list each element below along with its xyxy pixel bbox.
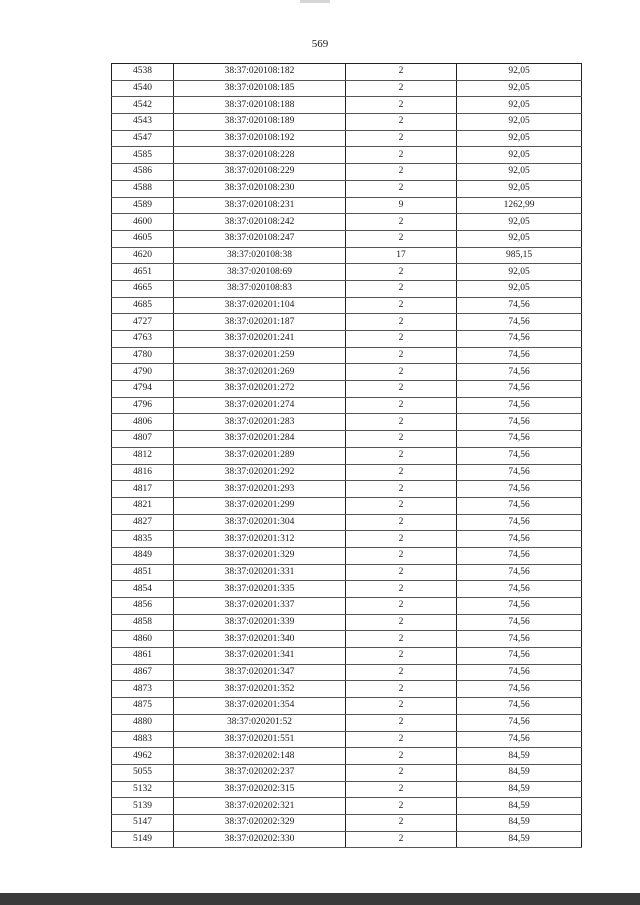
cadastral-number-cell: 38:37:020202:329 <box>174 814 346 831</box>
count-cell: 2 <box>346 664 457 681</box>
value-cell: 74,56 <box>457 464 582 481</box>
cadastral-number-cell: 38:37:020108:189 <box>174 114 346 131</box>
value-cell: 74,56 <box>457 347 582 364</box>
count-cell: 2 <box>346 80 457 97</box>
cadastral-number-cell: 38:37:020201:284 <box>174 431 346 448</box>
count-cell: 2 <box>346 114 457 131</box>
row-number-cell: 4620 <box>112 247 174 264</box>
scan-bottom-edge <box>0 893 640 905</box>
value-cell: 74,56 <box>457 414 582 431</box>
table-row <box>112 598 582 615</box>
table-row <box>112 147 582 164</box>
cadastral-number-cell: 38:37:020201:331 <box>174 564 346 581</box>
table-row <box>112 664 582 681</box>
cadastral-number-cell: 38:37:020201:104 <box>174 297 346 314</box>
value-cell: 84,59 <box>457 831 582 848</box>
count-cell: 2 <box>346 130 457 147</box>
value-cell: 84,59 <box>457 798 582 815</box>
cadastral-number-cell: 38:37:020201:272 <box>174 381 346 398</box>
count-cell: 2 <box>346 547 457 564</box>
table-row <box>112 564 582 581</box>
cadastral-number-cell: 38:37:020108:69 <box>174 264 346 281</box>
count-cell: 2 <box>346 381 457 398</box>
value-cell: 92,05 <box>457 280 582 297</box>
count-cell: 2 <box>346 598 457 615</box>
cadastral-number-cell: 38:37:020201:241 <box>174 331 346 348</box>
cadastral-number-cell: 38:37:020108:185 <box>174 80 346 97</box>
cadastral-number-cell: 38:37:020108:242 <box>174 214 346 231</box>
count-cell: 17 <box>346 247 457 264</box>
row-number-cell: 5055 <box>112 764 174 781</box>
cadastral-number-cell: 38:37:020108:192 <box>174 130 346 147</box>
count-cell: 2 <box>346 581 457 598</box>
table-row <box>112 631 582 648</box>
cadastral-number-cell: 38:37:020202:330 <box>174 831 346 848</box>
cadastral-number-cell: 38:37:020108:229 <box>174 164 346 181</box>
value-cell: 74,56 <box>457 531 582 548</box>
count-cell: 2 <box>346 698 457 715</box>
table-row <box>112 230 582 247</box>
row-number-cell: 4861 <box>112 648 174 665</box>
table-row <box>112 314 582 331</box>
row-number-cell: 4780 <box>112 347 174 364</box>
registry-table-body <box>112 64 582 848</box>
row-number-cell: 5147 <box>112 814 174 831</box>
table-row <box>112 464 582 481</box>
count-cell: 2 <box>346 831 457 848</box>
table-row <box>112 698 582 715</box>
count-cell: 2 <box>346 714 457 731</box>
count-cell: 2 <box>346 331 457 348</box>
table-row <box>112 681 582 698</box>
cadastral-number-cell: 38:37:020202:321 <box>174 798 346 815</box>
table-row <box>112 431 582 448</box>
value-cell: 92,05 <box>457 180 582 197</box>
table-row <box>112 764 582 781</box>
cadastral-number-cell: 38:37:020201:289 <box>174 447 346 464</box>
count-cell: 2 <box>346 514 457 531</box>
table-row <box>112 397 582 414</box>
row-number-cell: 4790 <box>112 364 174 381</box>
table-row <box>112 247 582 264</box>
cadastral-number-cell: 38:37:020201:339 <box>174 614 346 631</box>
cadastral-number-cell: 38:37:020108:231 <box>174 197 346 214</box>
value-cell: 985,15 <box>457 247 582 264</box>
cadastral-number-cell: 38:37:020201:551 <box>174 731 346 748</box>
cadastral-number-cell: 38:37:020108:230 <box>174 180 346 197</box>
count-cell: 2 <box>346 230 457 247</box>
count-cell: 2 <box>346 297 457 314</box>
value-cell: 92,05 <box>457 114 582 131</box>
row-number-cell: 4600 <box>112 214 174 231</box>
count-cell: 2 <box>346 748 457 765</box>
cadastral-number-cell: 38:37:020108:83 <box>174 280 346 297</box>
table-row <box>112 280 582 297</box>
cadastral-number-cell: 38:37:020201:299 <box>174 497 346 514</box>
count-cell: 2 <box>346 431 457 448</box>
row-number-cell: 4806 <box>112 414 174 431</box>
cadastral-number-cell: 38:37:020201:52 <box>174 714 346 731</box>
value-cell: 84,59 <box>457 748 582 765</box>
cadastral-number-cell: 38:37:020201:304 <box>174 514 346 531</box>
cadastral-number-cell: 38:37:020202:237 <box>174 764 346 781</box>
value-cell: 1262,99 <box>457 197 582 214</box>
value-cell: 74,56 <box>457 364 582 381</box>
row-number-cell: 4794 <box>112 381 174 398</box>
row-number-cell: 4538 <box>112 64 174 81</box>
scan-artifact <box>300 0 330 3</box>
count-cell: 2 <box>346 280 457 297</box>
table-row <box>112 714 582 731</box>
value-cell: 74,56 <box>457 731 582 748</box>
count-cell: 2 <box>346 648 457 665</box>
count-cell: 2 <box>346 397 457 414</box>
row-number-cell: 4849 <box>112 547 174 564</box>
table-row <box>112 64 582 81</box>
value-cell: 74,56 <box>457 331 582 348</box>
table-row <box>112 347 582 364</box>
row-number-cell: 4875 <box>112 698 174 715</box>
table-row <box>112 798 582 815</box>
row-number-cell: 4817 <box>112 481 174 498</box>
count-cell: 2 <box>346 531 457 548</box>
cadastral-number-cell: 38:37:020108:188 <box>174 97 346 114</box>
value-cell: 74,56 <box>457 698 582 715</box>
table-row <box>112 414 582 431</box>
value-cell: 92,05 <box>457 147 582 164</box>
row-number-cell: 4883 <box>112 731 174 748</box>
count-cell: 2 <box>346 164 457 181</box>
table-row <box>112 814 582 831</box>
value-cell: 74,56 <box>457 481 582 498</box>
table-row <box>112 481 582 498</box>
value-cell: 74,56 <box>457 547 582 564</box>
cadastral-number-cell: 38:37:020108:228 <box>174 147 346 164</box>
table-row <box>112 114 582 131</box>
row-number-cell: 4727 <box>112 314 174 331</box>
table-row <box>112 447 582 464</box>
cadastral-number-cell: 38:37:020201:341 <box>174 648 346 665</box>
count-cell: 2 <box>346 314 457 331</box>
value-cell: 74,56 <box>457 581 582 598</box>
value-cell: 74,56 <box>457 614 582 631</box>
value-cell: 92,05 <box>457 64 582 81</box>
row-number-cell: 4858 <box>112 614 174 631</box>
count-cell: 2 <box>346 631 457 648</box>
value-cell: 74,56 <box>457 714 582 731</box>
value-cell: 92,05 <box>457 130 582 147</box>
row-number-cell: 4873 <box>112 681 174 698</box>
row-number-cell: 4827 <box>112 514 174 531</box>
count-cell: 2 <box>346 731 457 748</box>
row-number-cell: 4542 <box>112 97 174 114</box>
row-number-cell: 4812 <box>112 447 174 464</box>
count-cell: 2 <box>346 814 457 831</box>
table-row <box>112 97 582 114</box>
table-row <box>112 514 582 531</box>
value-cell: 92,05 <box>457 80 582 97</box>
count-cell: 2 <box>346 264 457 281</box>
value-cell: 92,05 <box>457 230 582 247</box>
row-number-cell: 4605 <box>112 230 174 247</box>
row-number-cell: 4685 <box>112 297 174 314</box>
value-cell: 92,05 <box>457 264 582 281</box>
table-row <box>112 648 582 665</box>
value-cell: 84,59 <box>457 814 582 831</box>
row-number-cell: 4796 <box>112 397 174 414</box>
row-number-cell: 4540 <box>112 80 174 97</box>
count-cell: 2 <box>346 781 457 798</box>
table-row <box>112 748 582 765</box>
value-cell: 74,56 <box>457 397 582 414</box>
row-number-cell: 4821 <box>112 497 174 514</box>
value-cell: 84,59 <box>457 781 582 798</box>
cadastral-number-cell: 38:37:020201:269 <box>174 364 346 381</box>
table-row <box>112 164 582 181</box>
row-number-cell: 4547 <box>112 130 174 147</box>
table-row <box>112 331 582 348</box>
value-cell: 92,05 <box>457 214 582 231</box>
cadastral-number-cell: 38:37:020201:292 <box>174 464 346 481</box>
cadastral-number-cell: 38:37:020202:148 <box>174 748 346 765</box>
row-number-cell: 4867 <box>112 664 174 681</box>
cadastral-number-cell: 38:37:020108:38 <box>174 247 346 264</box>
table-row <box>112 831 582 848</box>
count-cell: 2 <box>346 97 457 114</box>
table-row <box>112 547 582 564</box>
value-cell: 74,56 <box>457 297 582 314</box>
row-number-cell: 5149 <box>112 831 174 848</box>
count-cell: 2 <box>346 414 457 431</box>
table-row <box>112 297 582 314</box>
count-cell: 2 <box>346 147 457 164</box>
row-number-cell: 4816 <box>112 464 174 481</box>
table-row <box>112 364 582 381</box>
cadastral-number-cell: 38:37:020201:347 <box>174 664 346 681</box>
cadastral-number-cell: 38:37:020201:312 <box>174 531 346 548</box>
row-number-cell: 5132 <box>112 781 174 798</box>
row-number-cell: 4856 <box>112 598 174 615</box>
count-cell: 2 <box>346 497 457 514</box>
cadastral-number-cell: 38:37:020201:274 <box>174 397 346 414</box>
cadastral-number-cell: 38:37:020201:354 <box>174 698 346 715</box>
value-cell: 74,56 <box>457 631 582 648</box>
value-cell: 74,56 <box>457 314 582 331</box>
row-number-cell: 4835 <box>112 531 174 548</box>
table-row <box>112 197 582 214</box>
table-row <box>112 130 582 147</box>
cadastral-number-cell: 38:37:020201:352 <box>174 681 346 698</box>
value-cell: 74,56 <box>457 648 582 665</box>
cadastral-number-cell: 38:37:020201:293 <box>174 481 346 498</box>
value-cell: 74,56 <box>457 514 582 531</box>
row-number-cell: 4851 <box>112 564 174 581</box>
count-cell: 2 <box>346 481 457 498</box>
table-row <box>112 214 582 231</box>
value-cell: 74,56 <box>457 431 582 448</box>
cadastral-number-cell: 38:37:020108:182 <box>174 64 346 81</box>
page-number: 569 <box>311 38 329 50</box>
row-number-cell: 4962 <box>112 748 174 765</box>
cadastral-number-cell: 38:37:020201:335 <box>174 581 346 598</box>
registry-table <box>111 63 582 848</box>
row-number-cell: 4588 <box>112 180 174 197</box>
count-cell: 2 <box>346 364 457 381</box>
count-cell: 2 <box>346 798 457 815</box>
count-cell: 2 <box>346 214 457 231</box>
row-number-cell: 4589 <box>112 197 174 214</box>
cadastral-number-cell: 38:37:020108:247 <box>174 230 346 247</box>
value-cell: 74,56 <box>457 447 582 464</box>
count-cell: 2 <box>346 564 457 581</box>
value-cell: 74,56 <box>457 381 582 398</box>
row-number-cell: 4854 <box>112 581 174 598</box>
count-cell: 2 <box>346 347 457 364</box>
count-cell: 2 <box>346 64 457 81</box>
count-cell: 2 <box>346 614 457 631</box>
table-row <box>112 264 582 281</box>
row-number-cell: 4585 <box>112 147 174 164</box>
row-number-cell: 4651 <box>112 264 174 281</box>
cadastral-number-cell: 38:37:020201:259 <box>174 347 346 364</box>
count-cell: 9 <box>346 197 457 214</box>
table-row <box>112 381 582 398</box>
row-number-cell: 4763 <box>112 331 174 348</box>
table-row <box>112 80 582 97</box>
value-cell: 74,56 <box>457 664 582 681</box>
count-cell: 2 <box>346 447 457 464</box>
value-cell: 92,05 <box>457 97 582 114</box>
value-cell: 74,56 <box>457 681 582 698</box>
row-number-cell: 4880 <box>112 714 174 731</box>
value-cell: 84,59 <box>457 764 582 781</box>
table-row <box>112 531 582 548</box>
row-number-cell: 4543 <box>112 114 174 131</box>
value-cell: 92,05 <box>457 164 582 181</box>
table-row <box>112 581 582 598</box>
count-cell: 2 <box>346 764 457 781</box>
table-row <box>112 497 582 514</box>
row-number-cell: 5139 <box>112 798 174 815</box>
count-cell: 2 <box>346 681 457 698</box>
value-cell: 74,56 <box>457 598 582 615</box>
row-number-cell: 4586 <box>112 164 174 181</box>
row-number-cell: 4807 <box>112 431 174 448</box>
cadastral-number-cell: 38:37:020201:340 <box>174 631 346 648</box>
cadastral-number-cell: 38:37:020201:337 <box>174 598 346 615</box>
cadastral-number-cell: 38:37:020201:283 <box>174 414 346 431</box>
row-number-cell: 4665 <box>112 280 174 297</box>
value-cell: 74,56 <box>457 564 582 581</box>
table-row <box>112 781 582 798</box>
count-cell: 2 <box>346 180 457 197</box>
table-row <box>112 180 582 197</box>
table-row <box>112 614 582 631</box>
table-row <box>112 731 582 748</box>
count-cell: 2 <box>346 464 457 481</box>
value-cell: 74,56 <box>457 497 582 514</box>
cadastral-number-cell: 38:37:020201:329 <box>174 547 346 564</box>
row-number-cell: 4860 <box>112 631 174 648</box>
cadastral-number-cell: 38:37:020201:187 <box>174 314 346 331</box>
cadastral-number-cell: 38:37:020202:315 <box>174 781 346 798</box>
